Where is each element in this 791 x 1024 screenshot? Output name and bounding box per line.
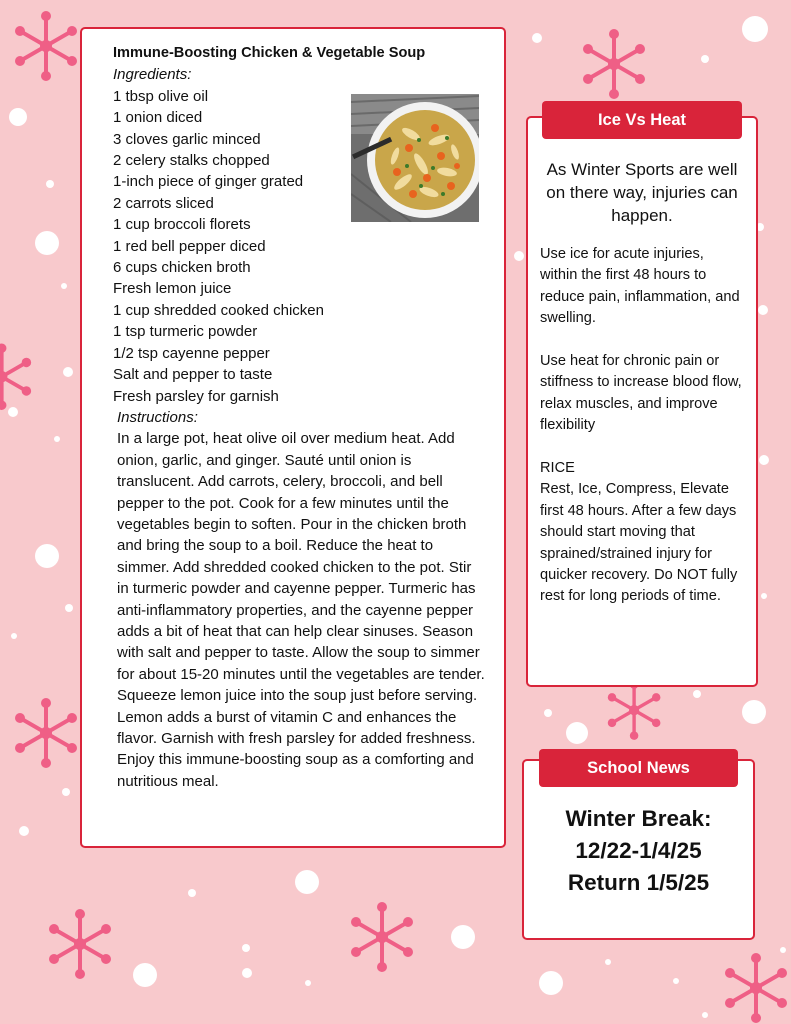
ingredient-item: 1 tsp turmeric powder — [113, 323, 258, 341]
recipe-title: Immune-Boosting Chicken & Vegetable Soup — [113, 45, 426, 61]
ingredient-item: Fresh lemon juice — [113, 280, 232, 298]
return-date: Return 1/5/25 — [567, 870, 710, 895]
winter-break-dates: 12/22-1/4/25 — [575, 838, 702, 863]
ice-vs-heat-intro: As Winter Sports are well on there way, injuries can happen. — [546, 160, 738, 225]
ingredient-item: Fresh parsley for garnish — [113, 387, 279, 405]
recipe-card — [80, 27, 506, 848]
ingredient-item: 2 carrots sliced — [113, 194, 214, 212]
ingredient-item: 1-inch piece of ginger grated — [113, 173, 304, 191]
school-news-tab: School News — [539, 749, 738, 787]
ingredient-item: 6 cups chicken broth — [113, 259, 251, 277]
ingredient-item: 1/2 tsp cayenne pepper — [113, 344, 270, 362]
ice-vs-heat-card — [526, 116, 758, 687]
ingredient-item: 1 onion diced — [113, 109, 203, 127]
heat-text: Use heat for chronic pain or stiffness to increase blood flow, relax muscles, and improve flexibility — [540, 353, 742, 434]
soup-bowl-image — [351, 94, 479, 222]
rice-title: RICE — [540, 460, 575, 477]
ice-text: Use ice for acute injuries, within the first 48 hours to reduce pain, inflammation, and swelling. — [540, 246, 740, 327]
ingredient-item: 1 cup shredded cooked chicken — [113, 301, 324, 319]
ice-vs-heat-tab: Ice Vs Heat — [542, 101, 742, 139]
ingredient-item: 3 cloves garlic minced — [113, 130, 261, 148]
ingredient-item: 1 cup broccoli florets — [113, 216, 251, 234]
ingredient-item: 2 celery stalks chopped — [113, 152, 270, 170]
rice-text: Rest, Ice, Compress, Elevate first 48 hours. After a few days should start moving that sprained/strained injury for quicker recovery. Do NOT fully rest for long periods of time. — [540, 481, 738, 605]
ingredient-item: 1 red bell pepper diced — [113, 237, 266, 255]
ingredient-item: 1 tbsp olive oil — [113, 87, 209, 105]
instructions-heading: Instructions: — [117, 408, 198, 426]
instructions-text: In a large pot, heat olive oil over medium heat. Add onion, garlic, and ginger. Sauté until onion is translucent. Add carrots, celery, broccoli, and bell pepper to the pot. Cook for a few minutes until the vegetables begin to soften. Pour in the chicken broth and bring the soup to a boil. Reduce the heat to simmer. Add shredded cooked chicken to the pot. Stir in turmeric powder and cayenne pepper. Turmeric has anti-inflammatory properties, and the cayenne pepper adds a bit of heat that can help clear sinuses. Season with salt and pepper to taste. Allow the soup to simmer for about 15-20 minutes until the vegetables are tender. Squeeze lemon juice into the soup just before serving. Lemon adds a burst of vitamin C and enhances the flavor. Garnish with fresh parsley for added freshness. Enjoy this immune-boosting soup as a comforting and nutritious meal. — [117, 430, 485, 790]
ingredient-item: Salt and pepper to taste — [113, 366, 273, 384]
ingredients-heading: Ingredients: — [113, 66, 192, 84]
winter-break-label: Winter Break: — [565, 806, 712, 831]
